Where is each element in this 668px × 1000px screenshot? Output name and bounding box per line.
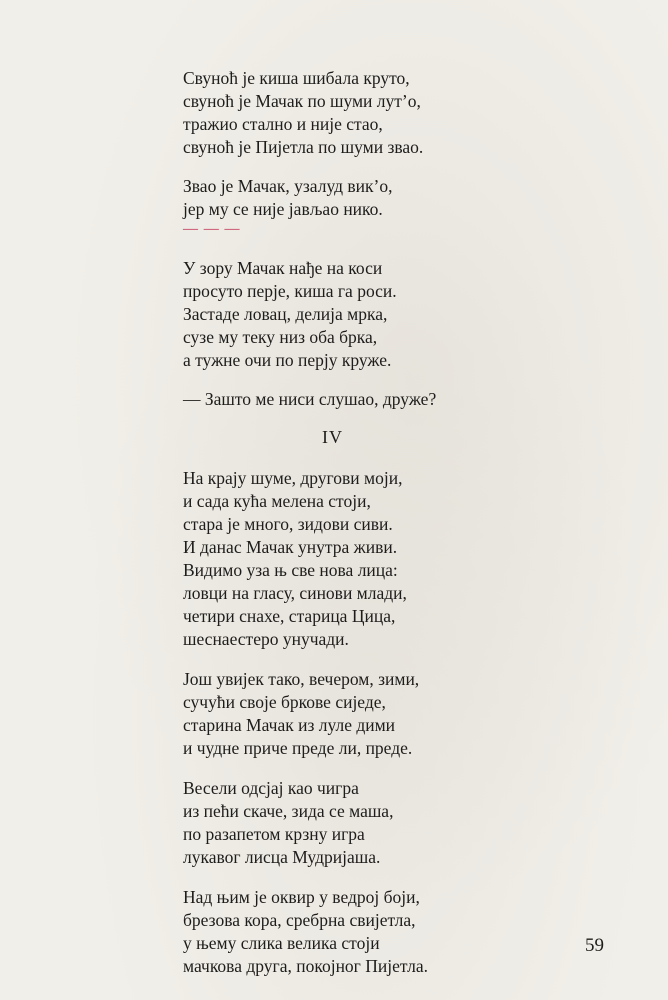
- poem-line: Над њим је оквир у ведрој боји,: [183, 887, 420, 907]
- poem-line: Весели одсјај као чигра: [183, 778, 359, 798]
- stanza: [183, 777, 603, 869]
- poem-line: Свуноћ је киша шибала круто,: [183, 68, 410, 88]
- poem-line: Застаде ловац, делија мрка,: [183, 304, 388, 324]
- poem-line: сучући своје бркове сиједе,: [183, 692, 386, 712]
- stanza: [183, 67, 603, 159]
- poem-line: по разапетом крзну игра: [183, 824, 365, 844]
- page-number: 59: [585, 935, 604, 956]
- poem-line: лукавог лисца Мудријаша.: [183, 847, 381, 867]
- poem-section-iv: [183, 467, 603, 995]
- poem-line: мачкова друга, покојног Пијетла.: [183, 956, 428, 976]
- poem-line: четири снахе, старица Цица,: [183, 606, 396, 626]
- poem-line: а тужне очи по перју круже.: [183, 350, 392, 370]
- stanza: [183, 668, 603, 760]
- poem-line: шеснаестеро унучади.: [183, 629, 349, 649]
- stanza: [183, 886, 603, 978]
- section-dashes: — — —: [183, 221, 241, 237]
- poem-line: Звао је Мачак, узалуд вик’о,: [183, 176, 393, 196]
- stanza: [183, 467, 603, 651]
- poem-section-continued: [183, 67, 603, 427]
- poem-line: Видимо уза њ све нова лица:: [183, 560, 398, 580]
- poem-line: стара је много, зидови сиви.: [183, 514, 393, 534]
- poem-line: у њему слика велика стоји: [183, 933, 380, 953]
- stanza: [183, 175, 603, 221]
- poem-line: старина Мачак из луле дими: [183, 715, 396, 735]
- section-heading: IV: [322, 427, 343, 447]
- poem-line: свуноћ је Мачак по шуми лут’о,: [183, 91, 421, 111]
- stanza: [183, 257, 603, 372]
- poem-line: У зору Мачак нађе на коси: [183, 258, 383, 278]
- poem-line: И данас Мачак унутра живи.: [183, 537, 398, 557]
- poem-line: На крају шуме, другови моји,: [183, 468, 403, 488]
- poem-line: просуто перје, киша га роси.: [183, 281, 397, 301]
- poem-line: јер му се није јављао нико.: [183, 199, 383, 219]
- poem-line: брезова кора, сребрна свијетла,: [183, 910, 416, 930]
- poem-line: Још увијек тако, вечером, зими,: [183, 669, 420, 689]
- poem-line: и чудне приче преде ли, преде.: [183, 738, 413, 758]
- poem-line: сузе му теку низ оба брка,: [183, 327, 378, 347]
- poem-line: из пећи скаче, зида се маша,: [183, 801, 394, 821]
- poem-line: и сада кућа мелена стоји,: [183, 491, 371, 511]
- stanza: [183, 388, 603, 411]
- poem-line: свуноћ је Пијетла по шуми звао.: [183, 137, 424, 157]
- poem-line: ловци на гласу, синови млади,: [183, 583, 407, 603]
- poem-line: тражио стално и није стао,: [183, 114, 383, 134]
- poem-quote-line: — Зашто ме ниси слушао, друже?: [183, 389, 437, 409]
